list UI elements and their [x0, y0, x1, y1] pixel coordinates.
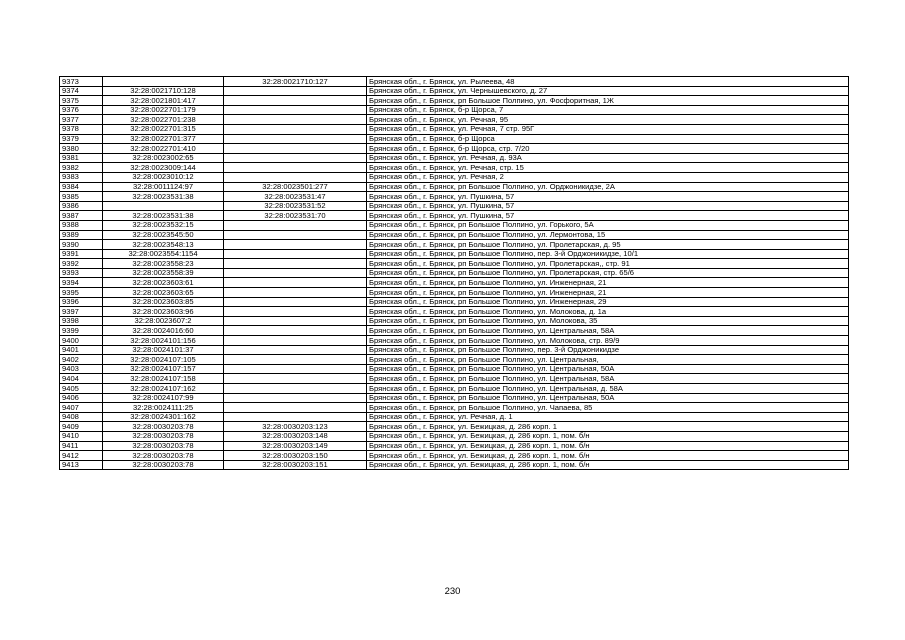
table-row: [60, 297, 849, 307]
land-cadastral-number-cell: 32:28:0023532:15: [103, 220, 224, 230]
row-number-cell: 9405: [60, 384, 103, 394]
land-cadastral-number-cell: 32:28:0023010:12: [103, 172, 224, 182]
row-number-cell: 9403: [60, 364, 103, 374]
building-cadastral-number-cell: 32:28:0030203:123: [224, 422, 367, 432]
land-cadastral-number-cell: 32:28:0030203:78: [103, 422, 224, 432]
land-cadastral-number-cell: 32:28:0024107:157: [103, 364, 224, 374]
address-cell: Брянская обл., г. Брянск, ул. Чернышевского, д. 27: [367, 86, 849, 96]
address-cell: Брянская обл., г. Брянск, рп Большое Полпино, ул. Горького, 5А: [367, 220, 849, 230]
table-row: [60, 182, 849, 192]
building-cadastral-number-cell: [224, 115, 367, 125]
row-number-cell: 9395: [60, 288, 103, 298]
land-cadastral-number-cell: 32:28:0023531:38: [103, 192, 224, 202]
table-row: [60, 393, 849, 403]
row-number-cell: 9388: [60, 220, 103, 230]
building-cadastral-number-cell: [224, 412, 367, 422]
land-cadastral-number-cell: 32:28:0024107:162: [103, 384, 224, 394]
row-number-cell: 9378: [60, 124, 103, 134]
table-row: [60, 134, 849, 144]
row-number-cell: 9413: [60, 460, 103, 470]
address-cell: Брянская обл., г. Брянск, ул. Речная, 7 стр. 95Г: [367, 124, 849, 134]
land-cadastral-number-cell: 32:28:0023603:85: [103, 297, 224, 307]
address-cell: Брянская обл., г. Брянск, б-р Щорса, 7: [367, 105, 849, 115]
building-cadastral-number-cell: [224, 288, 367, 298]
row-number-cell: 9407: [60, 403, 103, 413]
land-cadastral-number-cell: 32:28:0023009:144: [103, 163, 224, 173]
row-number-cell: 9400: [60, 336, 103, 346]
address-cell: Брянская обл., г. Брянск, ул. Речная, д. 1: [367, 412, 849, 422]
table-row: [60, 259, 849, 269]
land-cadastral-number-cell: 32:28:0030203:78: [103, 431, 224, 441]
row-number-cell: 9383: [60, 172, 103, 182]
land-cadastral-number-cell: 32:28:0023603:96: [103, 307, 224, 317]
table-row: [60, 345, 849, 355]
row-number-cell: 9394: [60, 278, 103, 288]
row-number-cell: 9402: [60, 355, 103, 365]
address-cell: Брянская обл., г. Брянск, рп Большое Полпино, ул. Инженерная, 29: [367, 297, 849, 307]
row-number-cell: 9377: [60, 115, 103, 125]
building-cadastral-number-cell: 32:28:0023531:70: [224, 211, 367, 221]
row-number-cell: 9384: [60, 182, 103, 192]
address-cell: Брянская обл., г. Брянск, рп Большое Полпино, ул. Молокова, д. 1а: [367, 307, 849, 317]
table-row: [60, 96, 849, 106]
address-cell: Брянская обл., г. Брянск, ул. Речная, 2: [367, 172, 849, 182]
building-cadastral-number-cell: 32:28:0021710:127: [224, 77, 367, 87]
row-number-cell: 9401: [60, 345, 103, 355]
building-cadastral-number-cell: 32:28:0030203:148: [224, 431, 367, 441]
address-cell: Брянская обл., г. Брянск, рп Большое Полпино, ул. Центральная,: [367, 355, 849, 365]
land-cadastral-number-cell: 32:28:0024107:99: [103, 393, 224, 403]
row-number-cell: 9373: [60, 77, 103, 87]
land-cadastral-number-cell: 32:28:0023548:13: [103, 240, 224, 250]
address-cell: Брянская обл., г. Брянск, ул. Речная, стр. 15: [367, 163, 849, 173]
table-row: [60, 153, 849, 163]
row-number-cell: 9410: [60, 431, 103, 441]
land-cadastral-number-cell: 32:28:0023554:1154: [103, 249, 224, 259]
row-number-cell: 9409: [60, 422, 103, 432]
address-cell: Брянская обл., г. Брянск, рп Большое Полпино, ул. Центральная, 50А: [367, 364, 849, 374]
row-number-cell: 9389: [60, 230, 103, 240]
building-cadastral-number-cell: [224, 345, 367, 355]
address-cell: Брянская обл., г. Брянск, рп Большое Полпино, ул. Инженерная, 21: [367, 278, 849, 288]
address-cell: Брянская обл., г. Брянск, рп Большое Полпино, ул. Орджоникидзе, 2А: [367, 182, 849, 192]
land-cadastral-number-cell: [103, 201, 224, 211]
building-cadastral-number-cell: [224, 163, 367, 173]
table-row: [60, 307, 849, 317]
land-cadastral-number-cell: 32:28:0023558:23: [103, 259, 224, 269]
row-number-cell: 9379: [60, 134, 103, 144]
building-cadastral-number-cell: [224, 230, 367, 240]
table-row: [60, 201, 849, 211]
building-cadastral-number-cell: [224, 124, 367, 134]
building-cadastral-number-cell: [224, 307, 367, 317]
land-cadastral-number-cell: 32:28:0023558:39: [103, 268, 224, 278]
row-number-cell: 9380: [60, 144, 103, 154]
address-cell: Брянская обл., г. Брянск, б-р Щорса: [367, 134, 849, 144]
address-cell: Брянская обл., г. Брянск, ул. Речная, 95: [367, 115, 849, 125]
row-number-cell: 9393: [60, 268, 103, 278]
row-number-cell: 9376: [60, 105, 103, 115]
land-cadastral-number-cell: 32:28:0023607:2: [103, 316, 224, 326]
address-cell: Брянская обл., г. Брянск, ул. Речная, д. 93А: [367, 153, 849, 163]
table-row: [60, 403, 849, 413]
table-row: [60, 384, 849, 394]
table-row: [60, 441, 849, 451]
table-row: [60, 288, 849, 298]
table-row: [60, 336, 849, 346]
row-number-cell: 9386: [60, 201, 103, 211]
building-cadastral-number-cell: [224, 86, 367, 96]
address-cell: Брянская обл., г. Брянск, рп Большое Полпино, ул. Лермонтова, 15: [367, 230, 849, 240]
table-row: [60, 278, 849, 288]
building-cadastral-number-cell: [224, 105, 367, 115]
building-cadastral-number-cell: [224, 374, 367, 384]
building-cadastral-number-cell: [224, 172, 367, 182]
land-cadastral-number-cell: 32:28:0011124:97: [103, 182, 224, 192]
building-cadastral-number-cell: 32:28:0023531:47: [224, 192, 367, 202]
land-cadastral-number-cell: 32:28:0023002:65: [103, 153, 224, 163]
table-row: [60, 249, 849, 259]
address-cell: Брянская обл., г. Брянск, рп Большое Полпино, ул. Молокова, стр. 89/9: [367, 336, 849, 346]
address-cell: Брянская обл., г. Брянск, ул. Бежицкая, д. 286 корп. 1: [367, 422, 849, 432]
row-number-cell: 9381: [60, 153, 103, 163]
row-number-cell: 9385: [60, 192, 103, 202]
row-number-cell: 9375: [60, 96, 103, 106]
land-cadastral-number-cell: 32:28:0023531:38: [103, 211, 224, 221]
building-cadastral-number-cell: 32:28:0030203:149: [224, 441, 367, 451]
land-cadastral-number-cell: 32:28:0024016:60: [103, 326, 224, 336]
address-cell: Брянская обл., г. Брянск, рп Большое Полпино, ул. Пролетарская, стр. 65/6: [367, 268, 849, 278]
table-row: [60, 230, 849, 240]
address-cell: Брянская обл., г. Брянск, ул. Бежицкая, д. 286 корп. 1, пом. б/н: [367, 431, 849, 441]
table-row: [60, 124, 849, 134]
land-cadastral-number-cell: 32:28:0024301:162: [103, 412, 224, 422]
land-cadastral-number-cell: 32:28:0024107:158: [103, 374, 224, 384]
land-cadastral-number-cell: [103, 77, 224, 87]
row-number-cell: 9404: [60, 374, 103, 384]
building-cadastral-number-cell: [224, 96, 367, 106]
building-cadastral-number-cell: [224, 240, 367, 250]
building-cadastral-number-cell: 32:28:0030203:150: [224, 451, 367, 461]
building-cadastral-number-cell: [224, 144, 367, 154]
row-number-cell: 9374: [60, 86, 103, 96]
address-cell: Брянская обл., г. Брянск, ул. Бежицкая, д. 286 корп. 1, пом. б/н: [367, 460, 849, 470]
land-cadastral-number-cell: 32:28:0021801:417: [103, 96, 224, 106]
table-row: [60, 412, 849, 422]
building-cadastral-number-cell: [224, 336, 367, 346]
table-row: [60, 431, 849, 441]
row-number-cell: 9408: [60, 412, 103, 422]
land-cadastral-number-cell: 32:28:0022701:315: [103, 124, 224, 134]
land-cadastral-number-cell: 32:28:0022701:179: [103, 105, 224, 115]
land-cadastral-number-cell: 32:28:0030203:78: [103, 460, 224, 470]
land-cadastral-number-cell: 32:28:0024111:25: [103, 403, 224, 413]
address-cell: Брянская обл., г. Брянск, рп Большое Полпино, ул. Пролетарская, д. 95: [367, 240, 849, 250]
building-cadastral-number-cell: [224, 384, 367, 394]
row-number-cell: 9406: [60, 393, 103, 403]
building-cadastral-number-cell: [224, 364, 367, 374]
registry-table-body: [60, 77, 849, 470]
land-cadastral-number-cell: 32:28:0023603:65: [103, 288, 224, 298]
building-cadastral-number-cell: [224, 153, 367, 163]
row-number-cell: 9398: [60, 316, 103, 326]
land-cadastral-number-cell: 32:28:0030203:78: [103, 441, 224, 451]
address-cell: Брянская обл., г. Брянск, рп Большое Полпино, пер. 3-й Орджоникидзе: [367, 345, 849, 355]
land-cadastral-number-cell: 32:28:0022701:377: [103, 134, 224, 144]
table-row: [60, 451, 849, 461]
land-cadastral-number-cell: 32:28:0030203:78: [103, 451, 224, 461]
table-row: [60, 422, 849, 432]
row-number-cell: 9391: [60, 249, 103, 259]
table-row: [60, 268, 849, 278]
table-row: [60, 192, 849, 202]
table-row: [60, 115, 849, 125]
address-cell: Брянская обл., г. Брянск, рп Большое Полпино, ул. Центральная, д. 58А: [367, 384, 849, 394]
table-row: [60, 316, 849, 326]
building-cadastral-number-cell: [224, 268, 367, 278]
table-row: [60, 364, 849, 374]
building-cadastral-number-cell: 32:28:0023531:52: [224, 201, 367, 211]
land-cadastral-number-cell: 32:28:0023545:50: [103, 230, 224, 240]
building-cadastral-number-cell: [224, 278, 367, 288]
row-number-cell: 9399: [60, 326, 103, 336]
building-cadastral-number-cell: 32:28:0030203:151: [224, 460, 367, 470]
building-cadastral-number-cell: [224, 393, 367, 403]
table-row: [60, 144, 849, 154]
building-cadastral-number-cell: [224, 326, 367, 336]
address-cell: Брянская обл., г. Брянск, б-р Щорса, стр. 7/20: [367, 144, 849, 154]
building-cadastral-number-cell: [224, 355, 367, 365]
building-cadastral-number-cell: [224, 249, 367, 259]
address-cell: Брянская обл., г. Брянск, рп Большое Полпино, ул. Инженерная, 21: [367, 288, 849, 298]
land-cadastral-number-cell: 32:28:0024107:105: [103, 355, 224, 365]
row-number-cell: 9382: [60, 163, 103, 173]
row-number-cell: 9412: [60, 451, 103, 461]
address-cell: Брянская обл., г. Брянск, рп Большое Полпино, ул. Пролетарская,, стр. 91: [367, 259, 849, 269]
address-cell: Брянская обл., г. Брянск, рп Большое Полпино, ул. Фосфоритная, 1Ж: [367, 96, 849, 106]
row-number-cell: 9396: [60, 297, 103, 307]
land-cadastral-number-cell: 32:28:0024101:156: [103, 336, 224, 346]
row-number-cell: 9387: [60, 211, 103, 221]
address-cell: Брянская обл., г. Брянск, рп Большое Полпино, пер. 3-й Орджоникидзе, 10/1: [367, 249, 849, 259]
page-number: 230: [444, 586, 461, 597]
building-cadastral-number-cell: [224, 134, 367, 144]
row-number-cell: 9392: [60, 259, 103, 269]
land-cadastral-number-cell: 32:28:0023603:61: [103, 278, 224, 288]
building-cadastral-number-cell: [224, 297, 367, 307]
address-cell: Брянская обл., г. Брянск, рп Большое Полпино, ул. Центральная, 50А: [367, 393, 849, 403]
table-row: [60, 240, 849, 250]
building-cadastral-number-cell: [224, 259, 367, 269]
table-row: [60, 172, 849, 182]
table-row: [60, 374, 849, 384]
land-cadastral-number-cell: 32:28:0022701:238: [103, 115, 224, 125]
address-cell: Брянская обл., г. Брянск, ул. Бежицкая, д. 286 корп. 1, пом. б/н: [367, 441, 849, 451]
land-cadastral-number-cell: 32:28:0024101:37: [103, 345, 224, 355]
property-registry-table: [59, 76, 849, 470]
land-cadastral-number-cell: 32:28:0021710:128: [103, 86, 224, 96]
row-number-cell: 9390: [60, 240, 103, 250]
address-cell: Брянская обл., г. Брянск, ул. Пушкина, 57: [367, 211, 849, 221]
row-number-cell: 9411: [60, 441, 103, 451]
address-cell: Брянская обл., г. Брянск, рп Большое Полпино, ул. Молокова, 35: [367, 316, 849, 326]
address-cell: Брянская обл., г. Брянск, рп Большое Полпино, ул. Чапаева, 85: [367, 403, 849, 413]
table-row: [60, 460, 849, 470]
table-row: [60, 86, 849, 96]
building-cadastral-number-cell: [224, 220, 367, 230]
address-cell: Брянская обл., г. Брянск, ул. Рылеева, 48: [367, 77, 849, 87]
row-number-cell: 9397: [60, 307, 103, 317]
address-cell: Брянская обл., г. Брянск, рп Большое Полпино, ул. Центральная, 58А: [367, 326, 849, 336]
table-row: [60, 77, 849, 87]
table-row: [60, 105, 849, 115]
address-cell: Брянская обл., г. Брянск, ул. Пушкина, 57: [367, 192, 849, 202]
table-row: [60, 220, 849, 230]
building-cadastral-number-cell: [224, 316, 367, 326]
table-row: [60, 163, 849, 173]
table-row: [60, 211, 849, 221]
address-cell: Брянская обл., г. Брянск, ул. Бежицкая, д. 286 корп. 1, пом. б/н: [367, 451, 849, 461]
building-cadastral-number-cell: 32:28:0023501:277: [224, 182, 367, 192]
building-cadastral-number-cell: [224, 403, 367, 413]
address-cell: Брянская обл., г. Брянск, ул. Пушкина, 57: [367, 201, 849, 211]
table-row: [60, 355, 849, 365]
table-row: [60, 326, 849, 336]
address-cell: Брянская обл., г. Брянск, рп Большое Полпино, ул. Центральная, 58А: [367, 374, 849, 384]
land-cadastral-number-cell: 32:28:0022701:410: [103, 144, 224, 154]
